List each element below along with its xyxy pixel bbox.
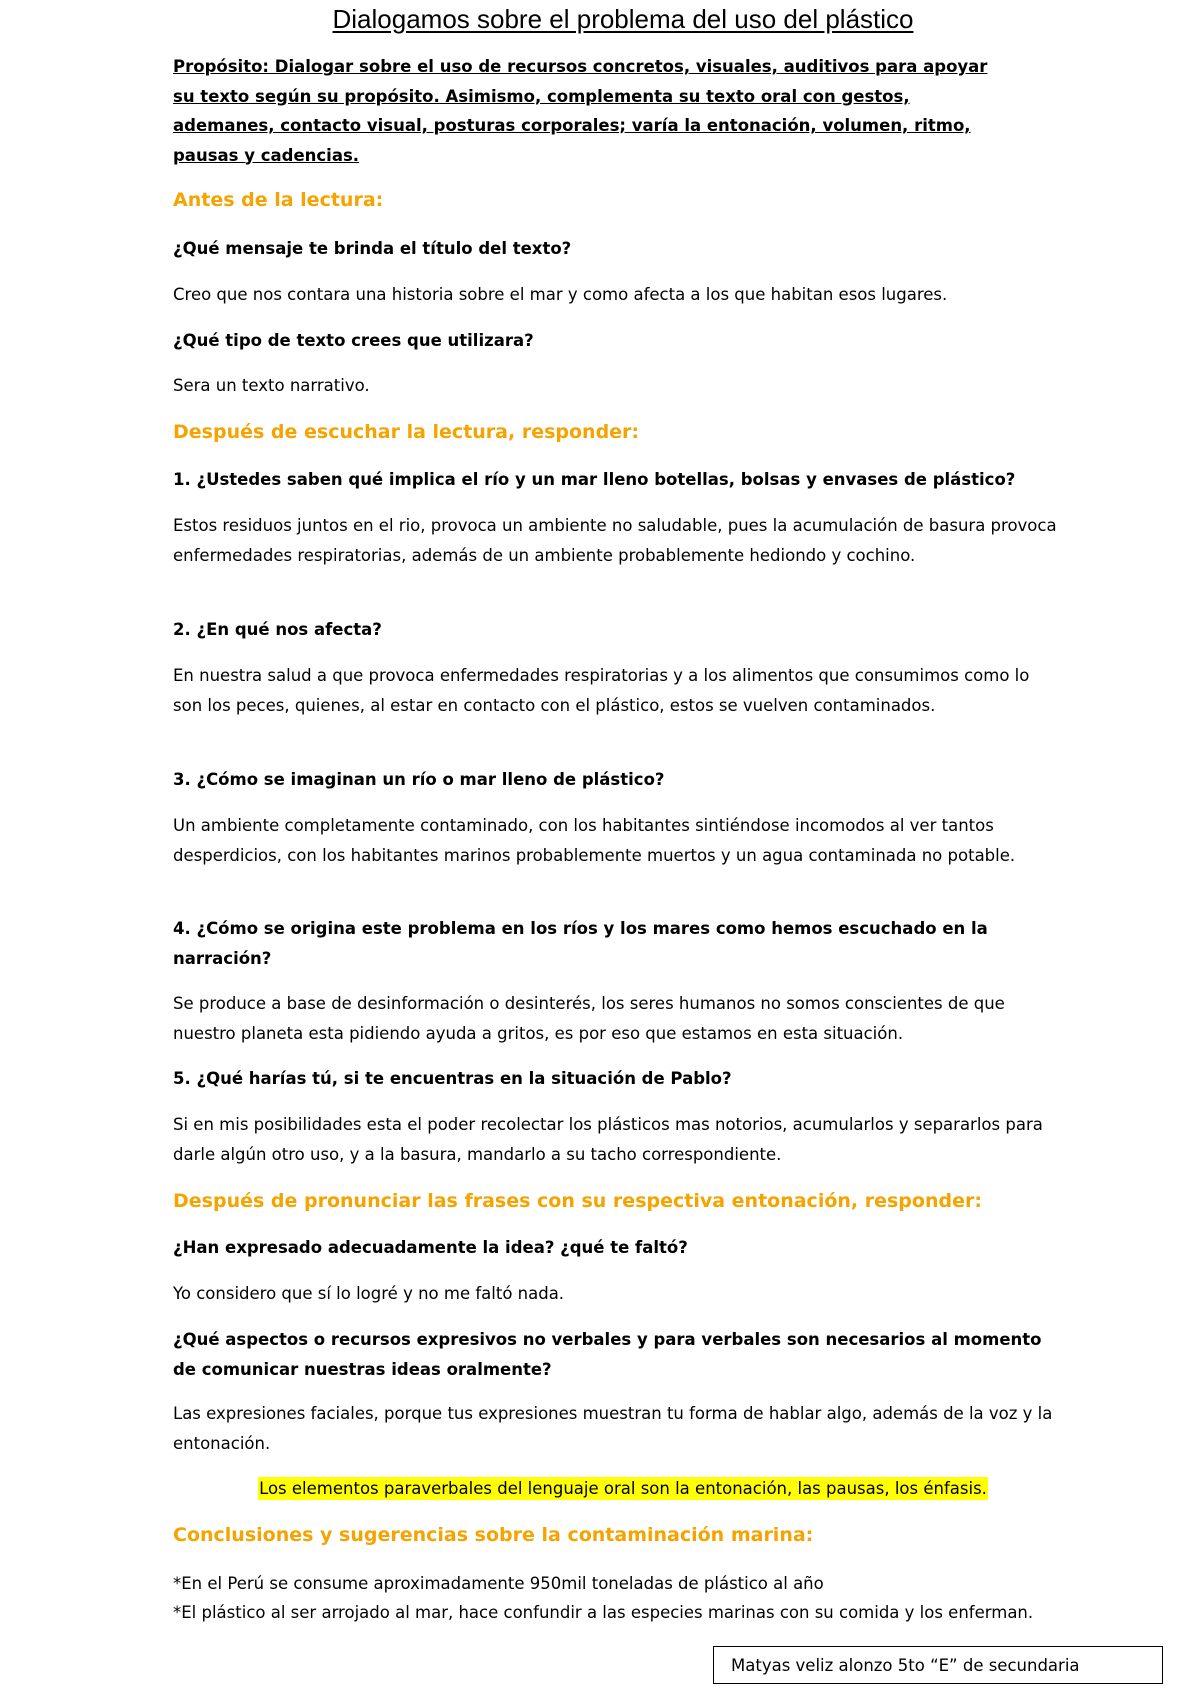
student-signature-box: Matyas veliz alonzo 5to “E” de secundaria [713,1646,1163,1684]
highlighted-text: Los elementos paraverbales del lenguaje oral son la entonación, las pausas, los énfasis. [259,1479,987,1498]
question-3: 3. ¿Cómo se imaginan un río o mar lleno de plástico? [173,770,665,789]
document-title: Dialogamos sobre el problema del uso del plástico [332,4,914,34]
question-text-type: ¿Qué tipo de texto crees que utilizara? [173,331,534,350]
answer-3: Un ambiente completamente contaminado, con los habitantes sintiéndose incomodos al ver tantos desperdicios, con los habitantes marinos probablemente muertos y un agua contaminada no potable. [173,816,1016,865]
answer-expressive-resources: Las expresiones faciales, porque tus expresiones muestran tu forma de hablar algo, además de la voz y la entonación. [173,1404,1053,1453]
answer-5: Si en mis posibilidades esta el poder recolectar los plásticos mas notorios, acumularlos y separarlos para darle algún otro uso, y a la basura, mandarlo a su tacho correspondiente. [173,1115,1043,1164]
conclusion-line-1: *En el Perú se consume aproximadamente 950mil toneladas de plástico al año [173,1574,824,1593]
answer-4: Se produce a base de desinformación o desinterés, los seres humanos no somos conscientes de que nuestro planeta esta pidiendo ayuda a gritos, es por eso que estamos en esta situación. [173,994,1005,1043]
question-expressive-resources: ¿Qué aspectos o recursos expresivos no verbales y para verbales son necesarios al momento de comunicar nuestras ideas oralmente? [173,1330,1042,1379]
answer-2: En nuestra salud a que provoca enfermedades respiratorias y a los alimentos que consumimos como lo son los peces, quienes, al estar en contacto con el plástico, estos se vuelven contaminados. [173,666,1030,715]
answer-idea-expressed: Yo considero que sí lo logré y no me faltó nada. [173,1284,565,1303]
question-2: 2. ¿En qué nos afecta? [173,620,382,639]
section-heading-conclusions: Conclusiones y sugerencias sobre la contaminación marina: [173,1524,814,1546]
question-title-message: ¿Qué mensaje te brinda el título del texto? [173,239,572,258]
answer-1: Estos residuos juntos en el rio, provoca un ambiente no saludable, pues la acumulación de basura provoca enfermedades respiratorias, además de un ambiente probablemente hediondo y cochino. [173,516,1057,565]
section-heading-before-reading: Antes de la lectura: [173,189,384,211]
question-idea-expressed: ¿Han expresado adecuadamente la idea? ¿qué te faltó? [173,1238,688,1257]
conclusion-line-2: *El plástico al ser arrojado al mar, hace confundir a las especies marinas con su comida y los enferman. [173,1603,1034,1622]
section-heading-after-listening: Después de escuchar la lectura, responder: [173,421,640,443]
question-4: 4. ¿Cómo se origina este problema en los ríos y los mares como hemos escuchado en la narración? [173,919,988,968]
question-1: 1. ¿Ustedes saben qué implica el río y un mar lleno botellas, bolsas y envases de plástico? [173,470,1016,489]
section-heading-after-pronouncing: Después de pronunciar las frases con su respectiva entonación, responder: [173,1190,982,1212]
answer-text-type: Sera un texto narrativo. [173,376,370,395]
question-5: 5. ¿Qué harías tú, si te encuentras en la situación de Pablo? [173,1069,732,1088]
highlighted-statement [173,1474,1073,1504]
purpose-paragraph: Propósito: Dialogar sobre el uso de recursos concretos, visuales, auditivos para apoyar su texto según su propósito. Asimismo, complementa su texto oral con gestos, ademanes, contacto visual, posturas corporales; varía la entonación, volumen, ritmo, pausas y cadencias. [173,57,988,165]
answer-title-message: Creo que nos contara una historia sobre el mar y como afecta a los que habitan esos lugares. [173,285,948,304]
